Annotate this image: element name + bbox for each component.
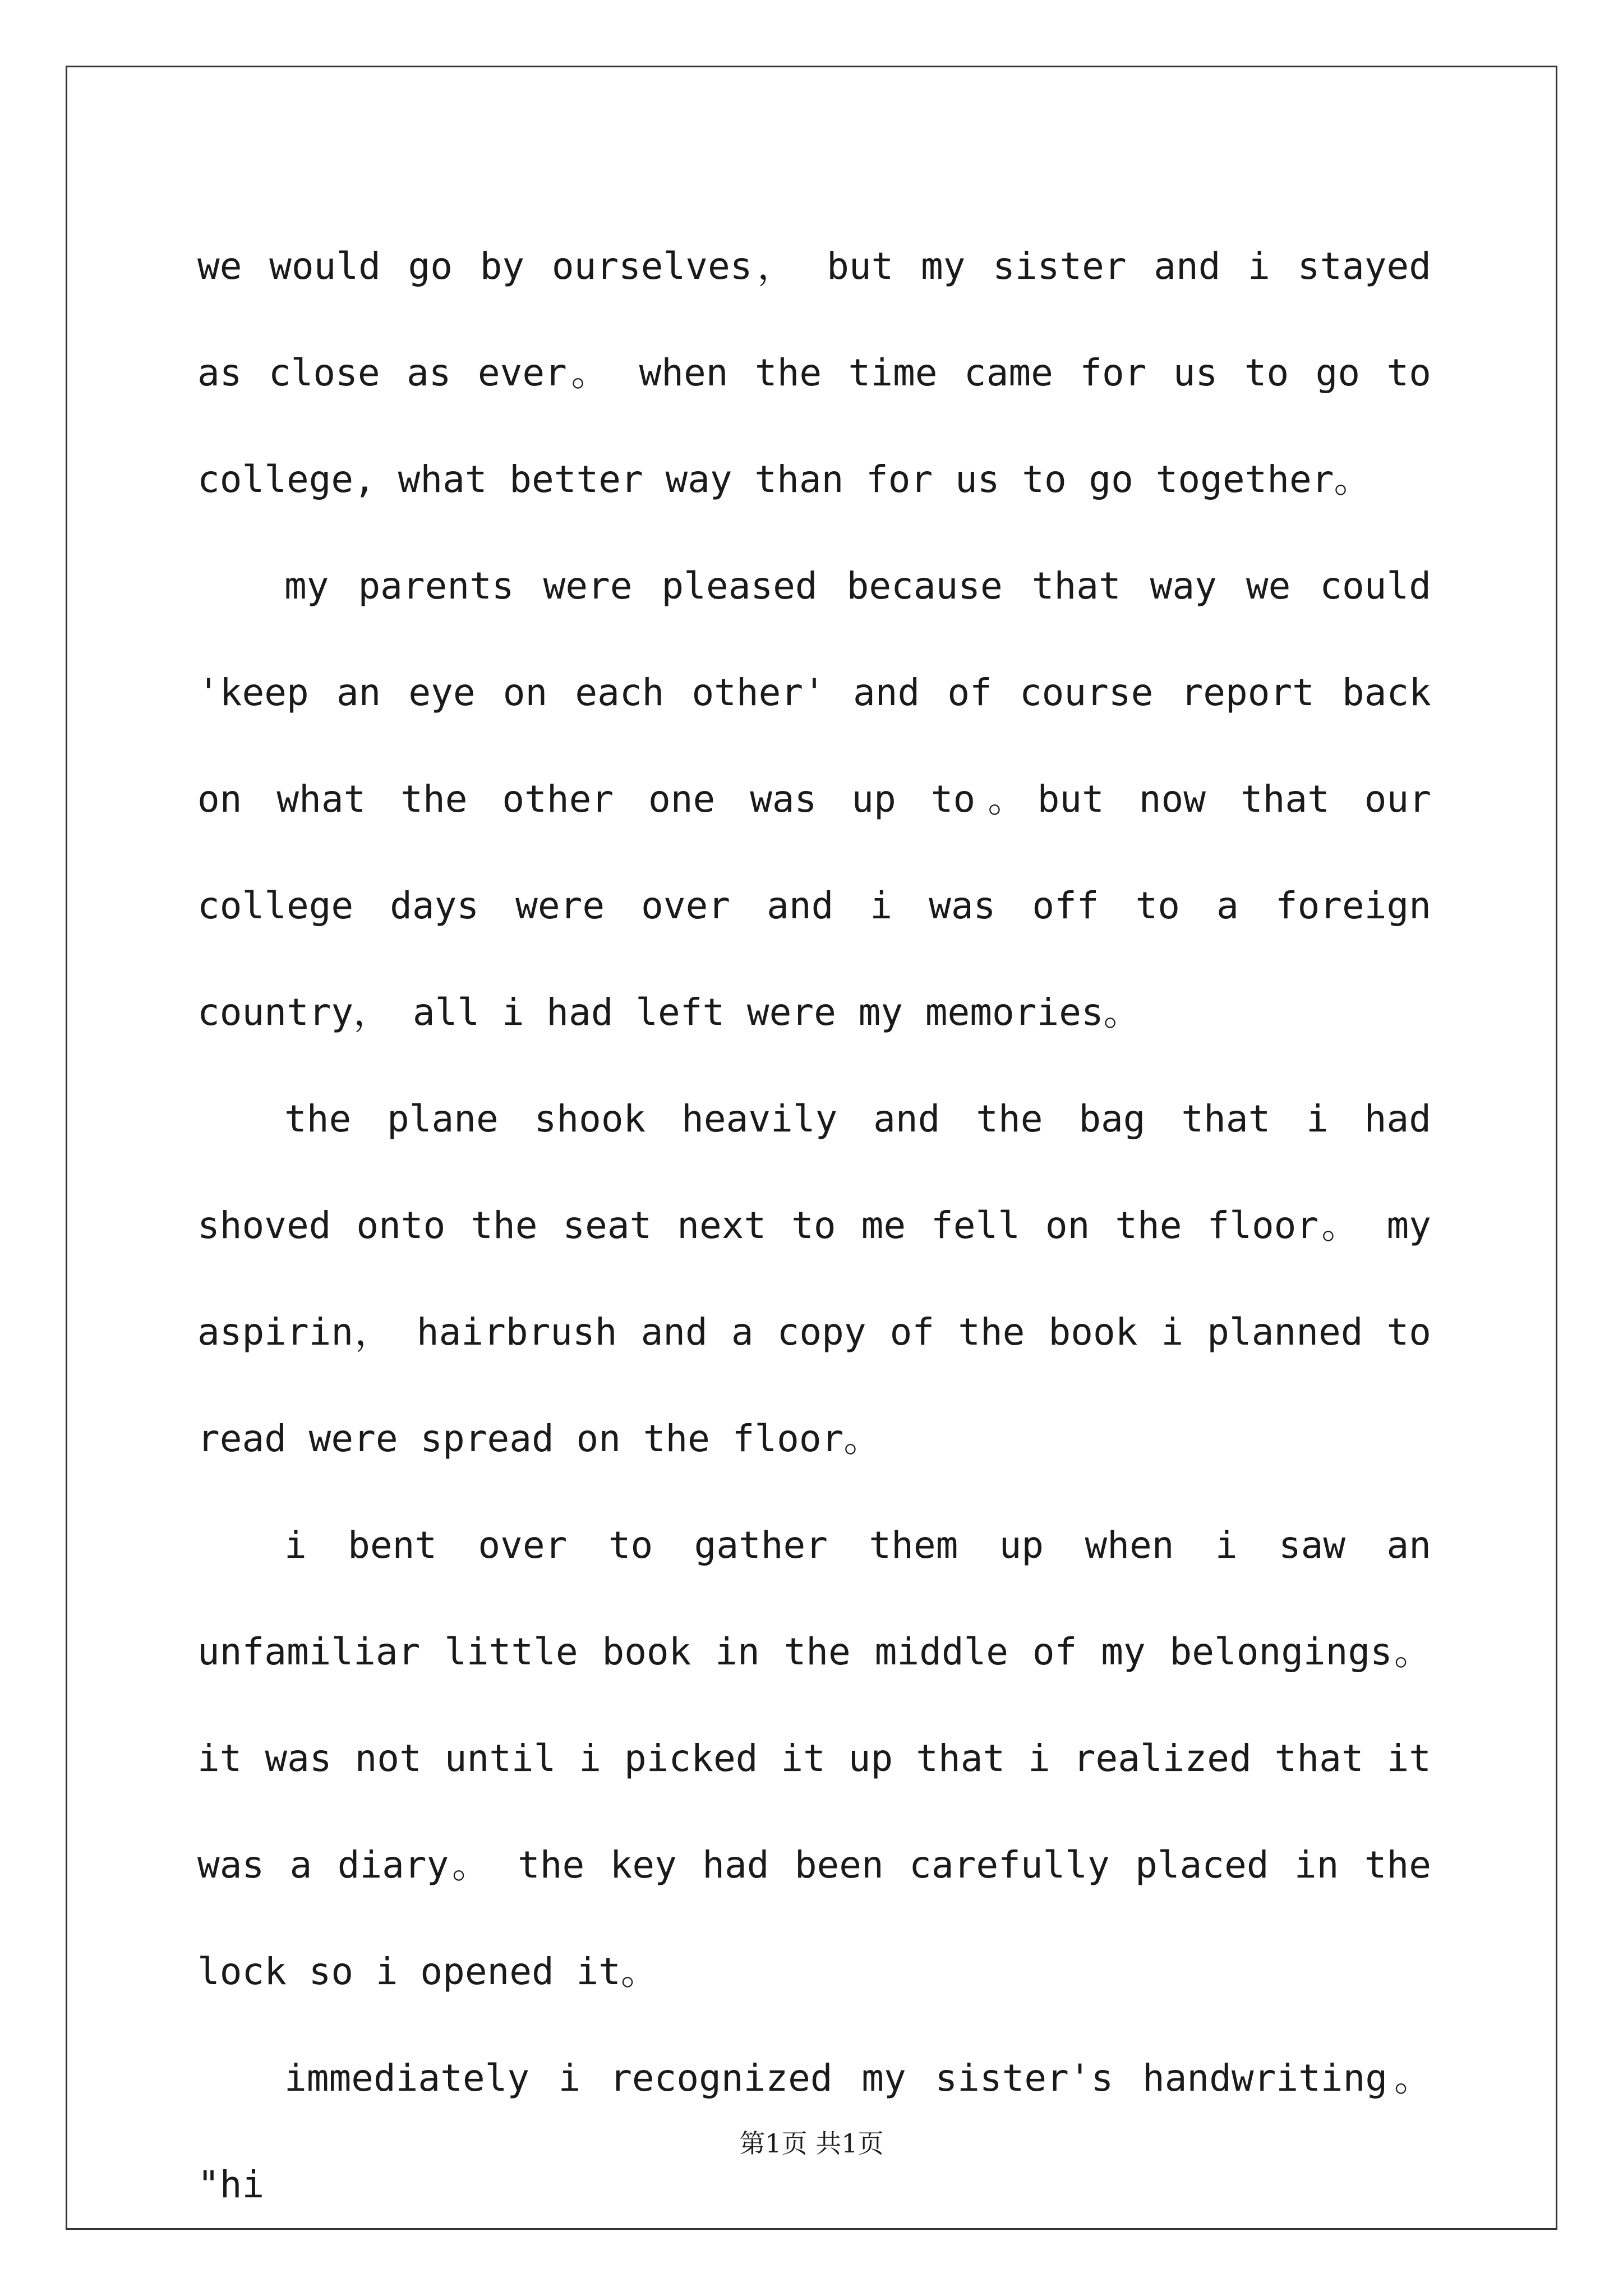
paragraph-5: immediately i recognized my sister's handwriting。 "hi bbox=[197, 2056, 1431, 2206]
document-body bbox=[197, 213, 1431, 2238]
paragraph-4: i bent over to gather them up when i saw an unfamiliar little book in the middle of my belongings。it was not until i picked it up that i realized that it was a diary。 the key had been carefully placed in the lock so i opened it。 bbox=[197, 1524, 1431, 1993]
paragraph-2: my parents were pleased because that way we could 'keep an eye on each other' and of course report back on what the other one was up to。but now that our college days were over and i was off to a foreign country， all i had left were my memories。 bbox=[197, 564, 1431, 1034]
paragraph-3: the plane shook heavily and the bag that i had shoved onto the seat next to me fell on the floor。 my aspirin， hairbrush and a copy of the book i planned to read were spread on the floor。 bbox=[197, 1097, 1431, 1460]
page-number-footer: 第1页 共1页 bbox=[739, 2128, 884, 2159]
paragraph-1: we would go by ourselves， but my sister and i stayed as close as ever。 when the time came for us to go to college, what better way than for us to go together。 bbox=[197, 245, 1431, 501]
